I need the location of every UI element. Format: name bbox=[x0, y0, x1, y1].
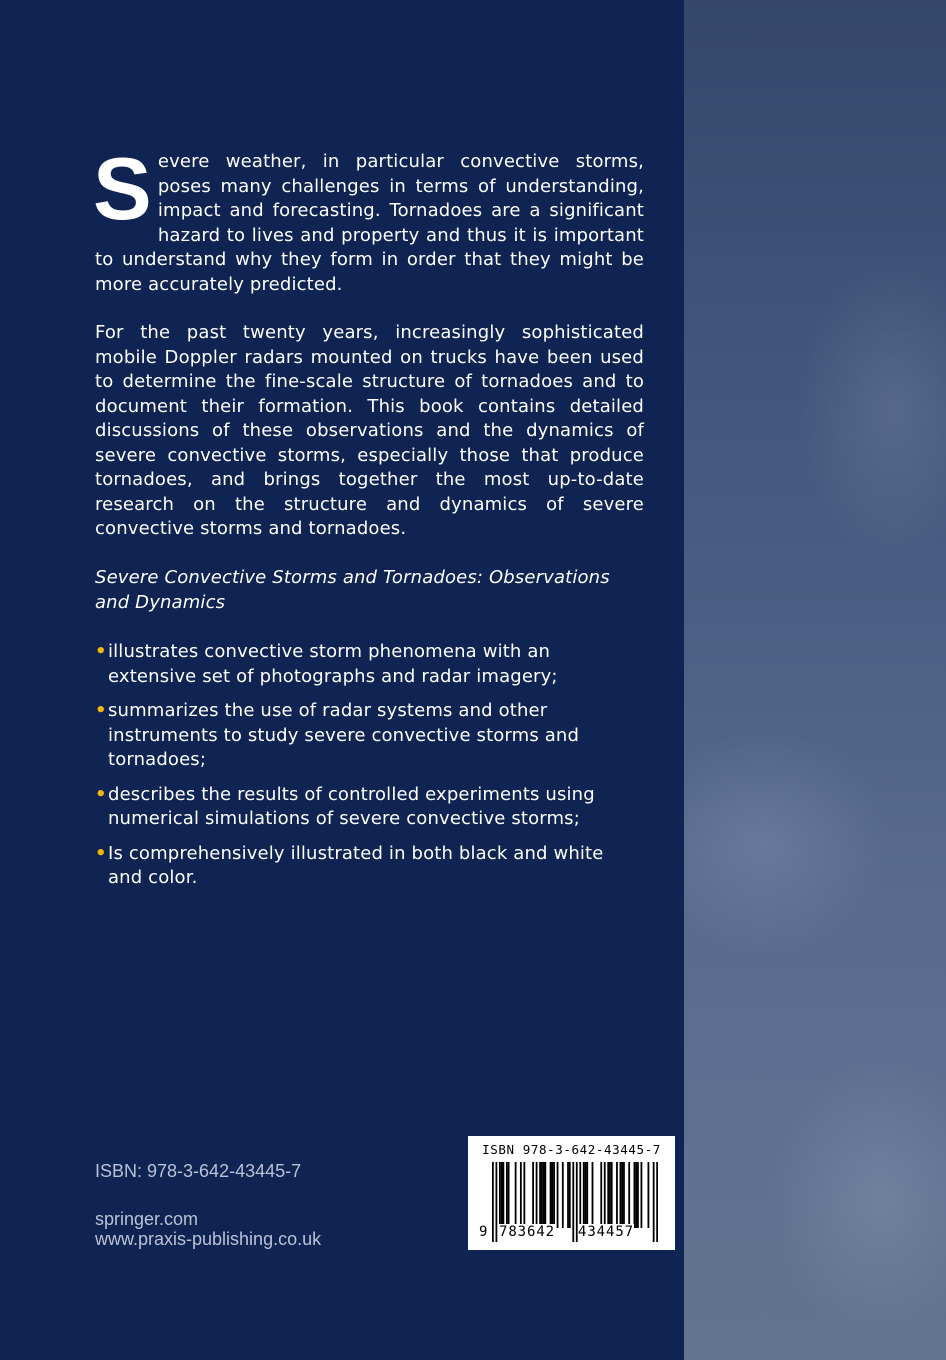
barcode-bar bbox=[621, 1162, 623, 1228]
barcode-bar bbox=[539, 1162, 541, 1228]
barcode-digit-first: 9 bbox=[479, 1224, 488, 1240]
barcode-bar bbox=[567, 1162, 569, 1228]
list-item-text: Is comprehensively illustrated in both black and white and color. bbox=[108, 842, 604, 888]
bullet-icon: • bbox=[95, 641, 107, 662]
barcode-bar bbox=[499, 1162, 501, 1228]
barcode-bar bbox=[620, 1162, 622, 1228]
barcode-bar bbox=[562, 1162, 564, 1228]
barcode-bar bbox=[572, 1162, 574, 1242]
barcode-bar bbox=[502, 1162, 504, 1228]
list-item-text: summarizes the use of radar systems and other instruments to study severe convective storms and tornadoes; bbox=[108, 700, 580, 770]
barcode-bar bbox=[635, 1162, 637, 1228]
feature-list bbox=[95, 640, 635, 901]
list-item-text: describes the results of controlled experiments using numerical simulations of severe convective storms; bbox=[108, 783, 595, 829]
isbn-text: ISBN: 978-3-642-43445-7 bbox=[95, 1161, 302, 1181]
barcode-bar bbox=[607, 1162, 609, 1228]
barcode-bar bbox=[641, 1162, 643, 1228]
barcode-bar bbox=[492, 1162, 494, 1242]
list-item bbox=[95, 640, 635, 689]
barcode-bar bbox=[592, 1162, 594, 1228]
barcode-bar bbox=[501, 1162, 503, 1228]
barcode bbox=[468, 1136, 675, 1250]
barcode-digits-left: 783642 bbox=[499, 1224, 555, 1240]
barcode-bar bbox=[520, 1162, 522, 1228]
barcode-bar bbox=[551, 1162, 553, 1228]
storm-sky-photo bbox=[684, 0, 946, 1360]
barcode-bar bbox=[557, 1162, 559, 1228]
intro-text: evere weather, in particular convective storms, poses many challenges in terms of understanding, impact and forecasting. Tornadoes are a significant hazard to lives and property and thus it is important to understand why they form in order that they might be more accurately predicted. bbox=[95, 151, 644, 295]
drop-cap: S bbox=[93, 139, 152, 238]
barcode-bar bbox=[553, 1162, 555, 1228]
barcode-bar bbox=[623, 1162, 625, 1228]
publisher-link-springer[interactable]: springer.com bbox=[95, 1209, 199, 1229]
intro-paragraph bbox=[93, 139, 644, 297]
barcode-bar bbox=[637, 1162, 639, 1228]
publisher-link-praxis[interactable]: www.praxis-publishing.co.uk bbox=[95, 1229, 322, 1249]
barcode-bar bbox=[628, 1162, 630, 1228]
barcode-bar bbox=[579, 1162, 581, 1228]
barcode-bar bbox=[508, 1162, 510, 1228]
list-item bbox=[95, 842, 635, 891]
list-item bbox=[95, 783, 635, 832]
barcode-bar bbox=[543, 1162, 545, 1228]
barcode-bar bbox=[523, 1162, 525, 1228]
barcode-bar bbox=[648, 1162, 650, 1228]
barcode-digits-right: 434457 bbox=[578, 1224, 634, 1240]
barcode-bar bbox=[634, 1162, 636, 1228]
barcode-bar bbox=[569, 1162, 571, 1228]
book-title: Severe Convective Storms and Tornadoes: Observations and Dynamics bbox=[95, 567, 610, 613]
bullet-icon: • bbox=[95, 842, 107, 864]
list-item-text: illustrates convective storm phenomena with an extensive set of photographs and radar imagery; bbox=[108, 641, 558, 687]
barcode-bar bbox=[604, 1162, 606, 1228]
barcode-bar bbox=[653, 1162, 655, 1242]
barcode-bar bbox=[600, 1162, 602, 1228]
barcode-bar bbox=[616, 1162, 618, 1228]
barcode-bar bbox=[541, 1162, 543, 1228]
barcode-bar bbox=[550, 1162, 552, 1228]
barcode-bar bbox=[611, 1162, 613, 1228]
barcode-bar bbox=[506, 1162, 508, 1228]
barcode-isbn-label: ISBN 978-3-642-43445-7 bbox=[482, 1142, 661, 1157]
bullet-icon: • bbox=[95, 700, 107, 721]
list-item bbox=[95, 699, 635, 773]
barcode-bar bbox=[532, 1162, 534, 1228]
barcode-bar bbox=[586, 1162, 588, 1228]
barcode-bar bbox=[495, 1162, 497, 1242]
barcode-bar bbox=[544, 1162, 546, 1228]
description-paragraph: For the past twenty years, increasingly sophisticated mobile Doppler radars mounted on trucks have been used to determine the fine-scale structure of tornadoes and to document their formation. This book contains detailed discussions of these observations and the dynamics of severe convective storms, especially those that produce tornadoes, and brings together the most up-to-date research on the structure and dynamics of severe convective storms and tornadoes. bbox=[95, 322, 644, 539]
barcode-bar bbox=[515, 1162, 517, 1228]
barcode-bar bbox=[656, 1162, 658, 1242]
bullet-icon: • bbox=[95, 783, 107, 805]
barcode-bar bbox=[609, 1162, 611, 1228]
barcode-bar bbox=[585, 1162, 587, 1228]
barcode-bar bbox=[536, 1162, 538, 1228]
barcode-bar bbox=[583, 1162, 585, 1228]
